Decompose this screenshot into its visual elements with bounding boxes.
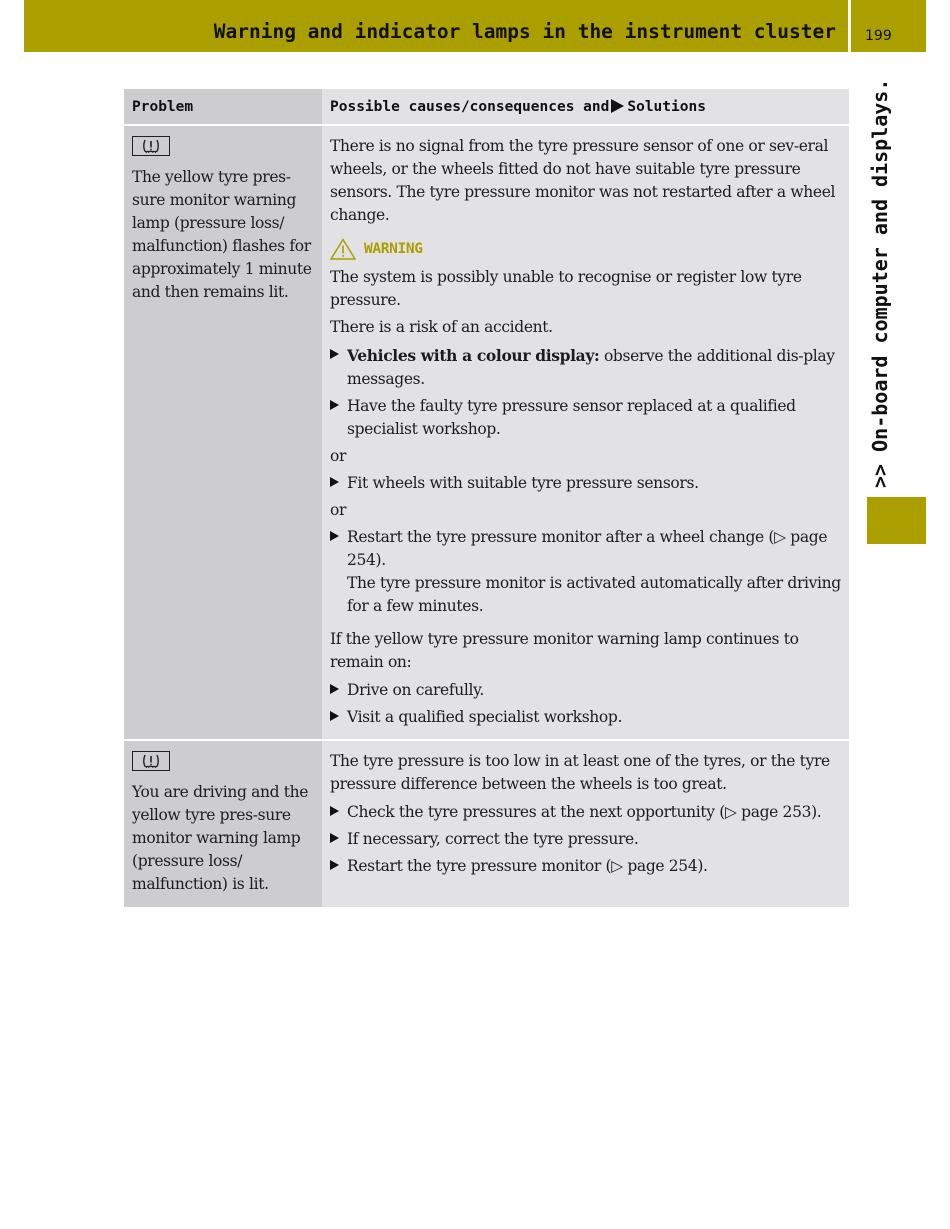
problem-solution-table [124, 89, 849, 907]
section-tab-marker [867, 497, 926, 544]
tyre-pressure-warning-icon [132, 136, 170, 156]
list-item [330, 395, 841, 441]
list-item [330, 526, 841, 618]
bullet-note: The tyre pressure monitor is activated automatically after driving for a few minutes. [347, 574, 841, 615]
bullet-arrow-icon [330, 706, 347, 729]
page-title: Warning and indicator lamps in the instrument cluster [213, 20, 836, 43]
list-item [330, 472, 841, 495]
bullet-arrow-icon [330, 855, 347, 878]
list-item [330, 828, 841, 851]
continue-text: If the yellow tyre pressure monitor warning lamp continues to remain on: [330, 630, 799, 671]
column-header-causes [322, 89, 849, 124]
table-row [124, 126, 849, 739]
column-header-causes-label: Possible causes/consequences and [330, 99, 610, 115]
problem-text: The yellow tyre pres-sure monitor warning lamp (pressure loss/ malfunction) flashes for approximately 1 minute and then remains lit. [132, 168, 312, 301]
column-header-problem: Problem [124, 89, 322, 124]
cause-text: The tyre pressure is too low in at least one of the tyres, or the tyre pressure difference between the wheels is too great. [330, 752, 830, 793]
warning-text: The system is possibly unable to recognise or register low tyre pressure. [330, 268, 802, 309]
table-row [124, 741, 849, 907]
bullet-arrow-icon [330, 472, 347, 495]
bullet-bold-label: Vehicles with a colour display: [347, 346, 600, 365]
warning-label: WARNING [364, 240, 423, 257]
warning-heading [330, 237, 841, 261]
list-item [330, 706, 841, 729]
bullet-text: observe the additional dis-play messages. [347, 347, 835, 388]
list-item [330, 344, 841, 391]
bullet-text: Check the tyre pressures at the next opportunity (▷ page 253). [347, 803, 822, 821]
bullet-text: Have the faulty tyre pressure sensor replaced at a qualified specialist workshop. [347, 397, 796, 438]
list-item [330, 679, 841, 702]
section-tab-title: >> On-board computer and displays. [868, 78, 892, 488]
warning-triangle-icon [330, 238, 356, 260]
solution-cell [322, 126, 849, 739]
bullet-text: Drive on carefully. [347, 681, 485, 699]
bullet-arrow-icon [330, 395, 347, 441]
bullet-arrow-icon [330, 828, 347, 851]
bullet-arrow-icon [330, 344, 347, 391]
solution-cell [322, 741, 849, 907]
list-item [330, 801, 841, 824]
bullet-text: If necessary, correct the tyre pressure. [347, 830, 639, 848]
tyre-pressure-warning-icon [132, 751, 170, 771]
problem-cell [124, 126, 322, 739]
bullet-text: Restart the tyre pressure monitor (▷ page 254). [347, 857, 708, 875]
header-bar [24, 0, 848, 52]
arrow-right-icon [611, 99, 624, 113]
risk-text: There is a risk of an accident. [330, 318, 553, 336]
or-text: or [330, 447, 347, 465]
or-text: or [330, 501, 347, 519]
bullet-arrow-icon [330, 679, 347, 702]
problem-cell [124, 741, 322, 907]
bullet-text: Visit a qualified specialist workshop. [347, 708, 623, 726]
page-number: 199 [865, 28, 892, 44]
cause-text: There is no signal from the tyre pressure sensor of one or sev-eral wheels, or the wheels fitted do not have suitable tyre pressure sensors. The tyre pressure monitor was not restarted after a wheel change. [330, 137, 836, 224]
list-item [330, 855, 841, 878]
table-header-row [124, 89, 849, 124]
bullet-arrow-icon [330, 526, 347, 618]
problem-text: You are driving and the yellow tyre pres-sure monitor warning lamp (pressure loss/ malfunction) is lit. [132, 783, 309, 893]
bullet-text: Fit wheels with suitable tyre pressure sensors. [347, 474, 699, 492]
bullet-text: Restart the tyre pressure monitor after a wheel change (▷ page 254). [347, 528, 828, 569]
bullet-arrow-icon [330, 801, 347, 824]
page-number-box [851, 0, 926, 52]
column-header-solutions-label: Solutions [627, 99, 706, 115]
